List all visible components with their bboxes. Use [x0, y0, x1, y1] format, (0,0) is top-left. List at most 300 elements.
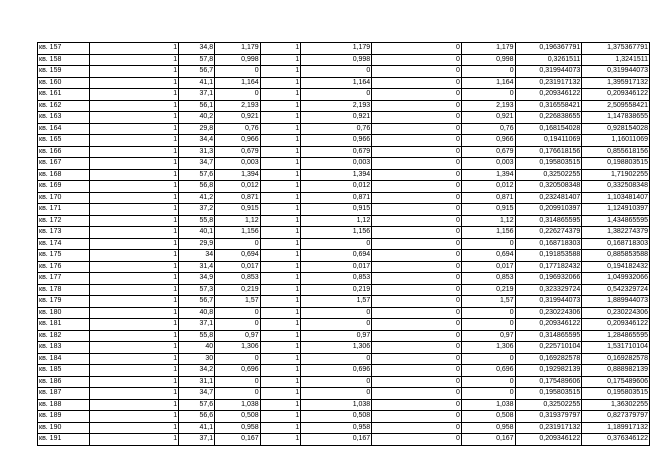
table-cell[interactable]: 0,319944073: [515, 296, 582, 308]
table-cell[interactable]: 0,679: [461, 146, 515, 158]
table-cell[interactable]: 0: [372, 376, 462, 388]
table-cell[interactable]: 0,966: [301, 135, 372, 147]
table-cell[interactable]: 0,219: [461, 284, 515, 296]
table-cell[interactable]: 0: [372, 411, 462, 423]
table-cell[interactable]: 0,177182432: [515, 261, 582, 273]
table-cell[interactable]: 0: [301, 66, 372, 78]
table-cell[interactable]: 0,012: [215, 181, 261, 193]
table-cell[interactable]: 0,853: [461, 273, 515, 285]
table-cell[interactable]: 0,209346122: [582, 319, 650, 331]
table-cell[interactable]: 31,1: [179, 376, 215, 388]
table-cell[interactable]: 1: [260, 330, 301, 342]
table-cell[interactable]: 0,696: [301, 365, 372, 377]
table-cell[interactable]: 0: [461, 66, 515, 78]
table-cell[interactable]: 0,209346122: [582, 89, 650, 101]
table-cell[interactable]: 1: [260, 112, 301, 124]
table-cell[interactable]: 1: [260, 399, 301, 411]
table-cell[interactable]: 0: [301, 376, 372, 388]
table-cell[interactable]: 1,189917132: [582, 422, 650, 434]
table-cell[interactable]: 1: [260, 192, 301, 204]
table-cell[interactable]: 0,319944073: [515, 66, 582, 78]
table-cell[interactable]: 0: [215, 388, 261, 400]
table-cell[interactable]: 1: [260, 284, 301, 296]
table-cell[interactable]: 0,230224306: [515, 307, 582, 319]
table-cell[interactable]: 0,167: [461, 434, 515, 446]
table-cell[interactable]: 2,193: [461, 100, 515, 112]
table-cell[interactable]: 1,284865595: [582, 330, 650, 342]
table-cell[interactable]: 2,509558421: [582, 100, 650, 112]
table-cell[interactable]: 1: [260, 89, 301, 101]
table-cell[interactable]: 0,230224306: [582, 307, 650, 319]
table-cell[interactable]: 0: [372, 319, 462, 331]
table-cell[interactable]: 0,225710104: [515, 342, 582, 354]
apartment-cell[interactable]: кв. 170: [38, 192, 90, 204]
table-cell[interactable]: 1,382274379: [582, 227, 650, 239]
table-cell[interactable]: 0: [215, 319, 261, 331]
table-cell[interactable]: 0: [372, 158, 462, 170]
table-cell[interactable]: 0: [372, 169, 462, 181]
apartment-cell[interactable]: кв. 181: [38, 319, 90, 331]
table-cell[interactable]: 0,915: [301, 204, 372, 216]
apartment-cell[interactable]: кв. 164: [38, 123, 90, 135]
apartment-cell[interactable]: кв. 168: [38, 169, 90, 181]
table-cell[interactable]: 0,542329724: [582, 284, 650, 296]
table-cell[interactable]: 0: [372, 365, 462, 377]
table-cell[interactable]: 1,103481407: [582, 192, 650, 204]
table-cell[interactable]: 0,209910397: [515, 204, 582, 216]
table-cell[interactable]: 0,231917132: [515, 422, 582, 434]
table-cell[interactable]: 0,012: [461, 181, 515, 193]
table-cell[interactable]: 1,164: [215, 77, 261, 89]
table-cell[interactable]: 40: [179, 342, 215, 354]
table-cell[interactable]: 0: [372, 284, 462, 296]
table-cell[interactable]: 1: [90, 227, 179, 239]
table-cell[interactable]: 1: [90, 204, 179, 216]
table-cell[interactable]: 1,434865595: [582, 215, 650, 227]
table-cell[interactable]: 1: [90, 330, 179, 342]
table-cell[interactable]: 1: [260, 422, 301, 434]
table-cell[interactable]: 0: [372, 353, 462, 365]
table-cell[interactable]: 1,156: [301, 227, 372, 239]
apartment-cell[interactable]: кв. 158: [38, 54, 90, 66]
table-cell[interactable]: 1: [260, 54, 301, 66]
table-cell[interactable]: 1: [260, 411, 301, 423]
table-cell[interactable]: 0,192982139: [515, 365, 582, 377]
table-cell[interactable]: 0,998: [461, 54, 515, 66]
table-cell[interactable]: 1: [90, 135, 179, 147]
table-cell[interactable]: 0: [372, 123, 462, 135]
table-cell[interactable]: 1,57: [215, 296, 261, 308]
table-cell[interactable]: 1: [90, 284, 179, 296]
apartment-cell[interactable]: кв. 162: [38, 100, 90, 112]
apartment-cell[interactable]: кв. 191: [38, 434, 90, 446]
table-cell[interactable]: 31,4: [179, 261, 215, 273]
apartment-cell[interactable]: кв. 166: [38, 146, 90, 158]
table-cell[interactable]: 29,9: [179, 238, 215, 250]
table-cell[interactable]: 1: [90, 215, 179, 227]
table-cell[interactable]: 1: [260, 261, 301, 273]
table-cell[interactable]: 0: [372, 250, 462, 262]
table-cell[interactable]: 1: [90, 353, 179, 365]
table-cell[interactable]: 1: [260, 227, 301, 239]
table-cell[interactable]: 0,696: [215, 365, 261, 377]
table-cell[interactable]: 56,8: [179, 181, 215, 193]
table-cell[interactable]: 0,508: [215, 411, 261, 423]
table-cell[interactable]: 0,871: [461, 192, 515, 204]
table-cell[interactable]: 1: [260, 342, 301, 354]
apartment-cell[interactable]: кв. 160: [38, 77, 90, 89]
table-cell[interactable]: 34,9: [179, 273, 215, 285]
table-cell[interactable]: 0,195803515: [515, 388, 582, 400]
table-cell[interactable]: 1: [260, 250, 301, 262]
table-cell[interactable]: 0,679: [215, 146, 261, 158]
apartment-cell[interactable]: кв. 178: [38, 284, 90, 296]
table-cell[interactable]: 0,958: [301, 422, 372, 434]
table-cell[interactable]: 1: [90, 307, 179, 319]
table-cell[interactable]: 1: [260, 273, 301, 285]
table-cell[interactable]: 1,156: [215, 227, 261, 239]
table-cell[interactable]: 34,8: [179, 43, 215, 55]
table-cell[interactable]: 1: [90, 319, 179, 331]
table-cell[interactable]: 0,176618156: [515, 146, 582, 158]
table-cell[interactable]: 1: [90, 112, 179, 124]
apartment-cell[interactable]: кв. 182: [38, 330, 90, 342]
table-cell[interactable]: 0,003: [461, 158, 515, 170]
table-cell[interactable]: 0,017: [215, 261, 261, 273]
table-cell[interactable]: 0,169282578: [582, 353, 650, 365]
table-cell[interactable]: 0,97: [301, 330, 372, 342]
table-cell[interactable]: 0,508: [461, 411, 515, 423]
table-cell[interactable]: 0,885853588: [582, 250, 650, 262]
table-cell[interactable]: 40,1: [179, 227, 215, 239]
table-cell[interactable]: 0: [372, 204, 462, 216]
table-cell[interactable]: 1,12: [215, 215, 261, 227]
table-cell[interactable]: 37,1: [179, 434, 215, 446]
table-cell[interactable]: 0,316558421: [515, 100, 582, 112]
table-cell[interactable]: 1,3241511: [582, 54, 650, 66]
table-cell[interactable]: 0,319944073: [582, 66, 650, 78]
table-cell[interactable]: 0,32502255: [515, 169, 582, 181]
apartment-cell[interactable]: кв. 189: [38, 411, 90, 423]
table-cell[interactable]: 2,193: [301, 100, 372, 112]
table-cell[interactable]: 2,193: [215, 100, 261, 112]
table-cell[interactable]: 0: [372, 89, 462, 101]
table-cell[interactable]: 1,375367791: [582, 43, 650, 55]
table-cell[interactable]: 0: [372, 54, 462, 66]
table-cell[interactable]: 57,6: [179, 399, 215, 411]
table-cell[interactable]: 0,921: [461, 112, 515, 124]
table-cell[interactable]: 1: [260, 100, 301, 112]
table-cell[interactable]: 1: [260, 123, 301, 135]
table-cell[interactable]: 1: [90, 399, 179, 411]
table-cell[interactable]: 1: [260, 66, 301, 78]
table-cell[interactable]: 1,306: [215, 342, 261, 354]
table-cell[interactable]: 34,4: [179, 135, 215, 147]
table-cell[interactable]: 0,921: [215, 112, 261, 124]
table-cell[interactable]: 34,7: [179, 158, 215, 170]
table-cell[interactable]: 0,871: [301, 192, 372, 204]
table-cell[interactable]: 1: [260, 388, 301, 400]
table-cell[interactable]: 1: [90, 123, 179, 135]
table-cell[interactable]: 0,017: [461, 261, 515, 273]
table-cell[interactable]: 0: [372, 296, 462, 308]
table-cell[interactable]: 1,36302255: [582, 399, 650, 411]
table-cell[interactable]: 0,32502255: [515, 399, 582, 411]
table-cell[interactable]: 55,8: [179, 330, 215, 342]
table-cell[interactable]: 1: [260, 296, 301, 308]
apartment-cell[interactable]: кв. 161: [38, 89, 90, 101]
table-cell[interactable]: 0: [372, 388, 462, 400]
table-cell[interactable]: 1: [90, 388, 179, 400]
table-cell[interactable]: 31,3: [179, 146, 215, 158]
table-cell[interactable]: 1: [260, 215, 301, 227]
table-cell[interactable]: 0: [301, 319, 372, 331]
table-cell[interactable]: 41,1: [179, 77, 215, 89]
table-cell[interactable]: 0,314865595: [515, 330, 582, 342]
table-cell[interactable]: 1: [260, 307, 301, 319]
table-cell[interactable]: 0: [215, 89, 261, 101]
table-cell[interactable]: 0: [215, 353, 261, 365]
table-cell[interactable]: 0,323329724: [515, 284, 582, 296]
apartment-cell[interactable]: кв. 177: [38, 273, 90, 285]
table-cell[interactable]: 0,855618156: [582, 146, 650, 158]
table-cell[interactable]: 29,8: [179, 123, 215, 135]
table-cell[interactable]: 0,76: [215, 123, 261, 135]
table-cell[interactable]: 0,319379797: [515, 411, 582, 423]
table-cell[interactable]: 0,998: [301, 54, 372, 66]
table-cell[interactable]: 0,167: [215, 434, 261, 446]
table-cell[interactable]: 0,966: [215, 135, 261, 147]
table-cell[interactable]: 0: [301, 353, 372, 365]
table-cell[interactable]: 1: [90, 273, 179, 285]
table-cell[interactable]: 0: [461, 376, 515, 388]
table-cell[interactable]: 0,97: [461, 330, 515, 342]
table-cell[interactable]: 0,226274379: [515, 227, 582, 239]
table-cell[interactable]: 0,219: [301, 284, 372, 296]
table-cell[interactable]: 40,8: [179, 307, 215, 319]
table-cell[interactable]: 1: [90, 238, 179, 250]
table-cell[interactable]: 57,8: [179, 54, 215, 66]
table-cell[interactable]: 1,395917132: [582, 77, 650, 89]
table-cell[interactable]: 1: [90, 89, 179, 101]
table-cell[interactable]: 0: [461, 319, 515, 331]
table-cell[interactable]: 0: [372, 422, 462, 434]
table-cell[interactable]: 1: [260, 365, 301, 377]
apartment-cell[interactable]: кв. 176: [38, 261, 90, 273]
table-cell[interactable]: 37,1: [179, 319, 215, 331]
table-cell[interactable]: 1: [90, 411, 179, 423]
table-cell[interactable]: 1,306: [461, 342, 515, 354]
table-cell[interactable]: 0: [372, 135, 462, 147]
apartment-cell[interactable]: кв. 184: [38, 353, 90, 365]
table-cell[interactable]: 0,871: [215, 192, 261, 204]
table-cell[interactable]: 1,531710104: [582, 342, 650, 354]
table-cell[interactable]: 41,2: [179, 192, 215, 204]
table-cell[interactable]: 0,219: [215, 284, 261, 296]
table-cell[interactable]: 1: [90, 66, 179, 78]
apartment-cell[interactable]: кв. 180: [38, 307, 90, 319]
table-cell[interactable]: 0: [372, 307, 462, 319]
table-cell[interactable]: 0: [301, 307, 372, 319]
table-cell[interactable]: 0: [461, 238, 515, 250]
table-cell[interactable]: 1,12: [461, 215, 515, 227]
apartment-cell[interactable]: кв. 187: [38, 388, 90, 400]
table-cell[interactable]: 0: [372, 330, 462, 342]
table-cell[interactable]: 41,1: [179, 422, 215, 434]
table-cell[interactable]: 1: [90, 181, 179, 193]
apartment-cell[interactable]: кв. 179: [38, 296, 90, 308]
table-cell[interactable]: 40,2: [179, 112, 215, 124]
table-cell[interactable]: 1,71902255: [582, 169, 650, 181]
table-cell[interactable]: 1: [90, 54, 179, 66]
table-cell[interactable]: 0,194182432: [582, 261, 650, 273]
table-cell[interactable]: 0,694: [461, 250, 515, 262]
table-cell[interactable]: 0: [461, 307, 515, 319]
table-cell[interactable]: 0: [461, 388, 515, 400]
table-cell[interactable]: 0: [461, 89, 515, 101]
table-cell[interactable]: 0,332508348: [582, 181, 650, 193]
table-cell[interactable]: 0,196932066: [515, 273, 582, 285]
table-cell[interactable]: 0: [301, 388, 372, 400]
table-cell[interactable]: 0,209346122: [515, 89, 582, 101]
table-cell[interactable]: 0,888982139: [582, 365, 650, 377]
table-cell[interactable]: 0: [372, 399, 462, 411]
table-cell[interactable]: 0,169282578: [515, 353, 582, 365]
table-cell[interactable]: 1: [260, 238, 301, 250]
table-cell[interactable]: 1,179: [215, 43, 261, 55]
apartment-cell[interactable]: кв. 186: [38, 376, 90, 388]
table-cell[interactable]: 0: [372, 238, 462, 250]
table-cell[interactable]: 1,038: [215, 399, 261, 411]
table-cell[interactable]: 0,012: [301, 181, 372, 193]
apartment-cell[interactable]: кв. 169: [38, 181, 90, 193]
table-cell[interactable]: 0,921: [301, 112, 372, 124]
table-cell[interactable]: 0,175489606: [582, 376, 650, 388]
table-cell[interactable]: 0,232481407: [515, 192, 582, 204]
table-cell[interactable]: 56,7: [179, 296, 215, 308]
table-cell[interactable]: 1: [260, 434, 301, 446]
table-cell[interactable]: 34,7: [179, 388, 215, 400]
table-cell[interactable]: 0,314865595: [515, 215, 582, 227]
table-cell[interactable]: 1,156: [461, 227, 515, 239]
table-cell[interactable]: 0,209346122: [515, 434, 582, 446]
table-cell[interactable]: 1: [90, 158, 179, 170]
apartment-cell[interactable]: кв. 163: [38, 112, 90, 124]
table-cell[interactable]: 0,191853588: [515, 250, 582, 262]
table-cell[interactable]: 1: [90, 342, 179, 354]
table-cell[interactable]: 0: [215, 238, 261, 250]
table-cell[interactable]: 1,049932066: [582, 273, 650, 285]
table-cell[interactable]: 1: [260, 204, 301, 216]
table-cell[interactable]: 1: [260, 376, 301, 388]
table-cell[interactable]: 0,175489606: [515, 376, 582, 388]
table-cell[interactable]: 57,3: [179, 284, 215, 296]
table-cell[interactable]: 1,16011069: [582, 135, 650, 147]
table-cell[interactable]: 1,179: [301, 43, 372, 55]
table-cell[interactable]: 1: [90, 77, 179, 89]
table-cell[interactable]: 0,209346122: [515, 319, 582, 331]
table-cell[interactable]: 0,195803515: [582, 388, 650, 400]
table-cell[interactable]: 0: [461, 353, 515, 365]
table-cell[interactable]: 0: [372, 434, 462, 446]
table-cell[interactable]: 0,966: [461, 135, 515, 147]
apartment-cell[interactable]: кв. 172: [38, 215, 90, 227]
table-cell[interactable]: 0,196367791: [515, 43, 582, 55]
apartment-cell[interactable]: кв. 165: [38, 135, 90, 147]
table-cell[interactable]: 0,226838655: [515, 112, 582, 124]
table-cell[interactable]: 1: [260, 169, 301, 181]
table-cell[interactable]: 1: [90, 365, 179, 377]
apartment-cell[interactable]: кв. 173: [38, 227, 90, 239]
apartment-cell[interactable]: кв. 185: [38, 365, 90, 377]
table-cell[interactable]: 1: [90, 100, 179, 112]
table-cell[interactable]: 0,195803515: [515, 158, 582, 170]
table-cell[interactable]: 0,853: [215, 273, 261, 285]
table-cell[interactable]: 0: [372, 227, 462, 239]
table-cell[interactable]: 1,889944073: [582, 296, 650, 308]
table-cell[interactable]: 1: [90, 169, 179, 181]
table-cell[interactable]: 0: [372, 261, 462, 273]
apartment-cell[interactable]: кв. 175: [38, 250, 90, 262]
table-cell[interactable]: 34: [179, 250, 215, 262]
table-cell[interactable]: 0: [215, 66, 261, 78]
apartment-cell[interactable]: кв. 183: [38, 342, 90, 354]
table-cell[interactable]: 0,376346122: [582, 434, 650, 446]
table-cell[interactable]: 1,179: [461, 43, 515, 55]
table-cell[interactable]: 0,998: [215, 54, 261, 66]
table-cell[interactable]: 0,231917132: [515, 77, 582, 89]
table-cell[interactable]: 1,164: [301, 77, 372, 89]
table-cell[interactable]: 0,508: [301, 411, 372, 423]
table-cell[interactable]: 1: [90, 250, 179, 262]
table-cell[interactable]: 0,915: [461, 204, 515, 216]
table-cell[interactable]: 0: [372, 146, 462, 158]
table-cell[interactable]: 1: [90, 434, 179, 446]
table-cell[interactable]: 1: [90, 146, 179, 158]
table-cell[interactable]: 1,394: [461, 169, 515, 181]
apartment-cell[interactable]: кв. 190: [38, 422, 90, 434]
table-cell[interactable]: 0: [372, 273, 462, 285]
table-cell[interactable]: 0: [372, 43, 462, 55]
table-cell[interactable]: 1: [90, 261, 179, 273]
table-cell[interactable]: 0,76: [301, 123, 372, 135]
table-cell[interactable]: 1,57: [461, 296, 515, 308]
table-cell[interactable]: 0,853: [301, 273, 372, 285]
table-cell[interactable]: 0: [372, 100, 462, 112]
table-cell[interactable]: 37,2: [179, 204, 215, 216]
table-cell[interactable]: 0,696: [461, 365, 515, 377]
table-cell[interactable]: 1: [90, 422, 179, 434]
table-cell[interactable]: 0,198803515: [582, 158, 650, 170]
table-cell[interactable]: 0: [372, 215, 462, 227]
table-cell[interactable]: 0,168718303: [582, 238, 650, 250]
apartment-cell[interactable]: кв. 171: [38, 204, 90, 216]
table-cell[interactable]: 0: [215, 376, 261, 388]
table-cell[interactable]: 0: [301, 238, 372, 250]
table-cell[interactable]: 0,017: [301, 261, 372, 273]
table-cell[interactable]: 0,76: [461, 123, 515, 135]
table-cell[interactable]: 0,168154028: [515, 123, 582, 135]
table-cell[interactable]: 0,694: [215, 250, 261, 262]
apartment-cell[interactable]: кв. 157: [38, 43, 90, 55]
table-cell[interactable]: 0: [301, 89, 372, 101]
table-cell[interactable]: 0: [372, 112, 462, 124]
apartment-cell[interactable]: кв. 159: [38, 66, 90, 78]
table-cell[interactable]: 1: [260, 353, 301, 365]
table-cell[interactable]: 37,1: [179, 89, 215, 101]
table-cell[interactable]: 0,827379797: [582, 411, 650, 423]
table-cell[interactable]: 0,3261511: [515, 54, 582, 66]
